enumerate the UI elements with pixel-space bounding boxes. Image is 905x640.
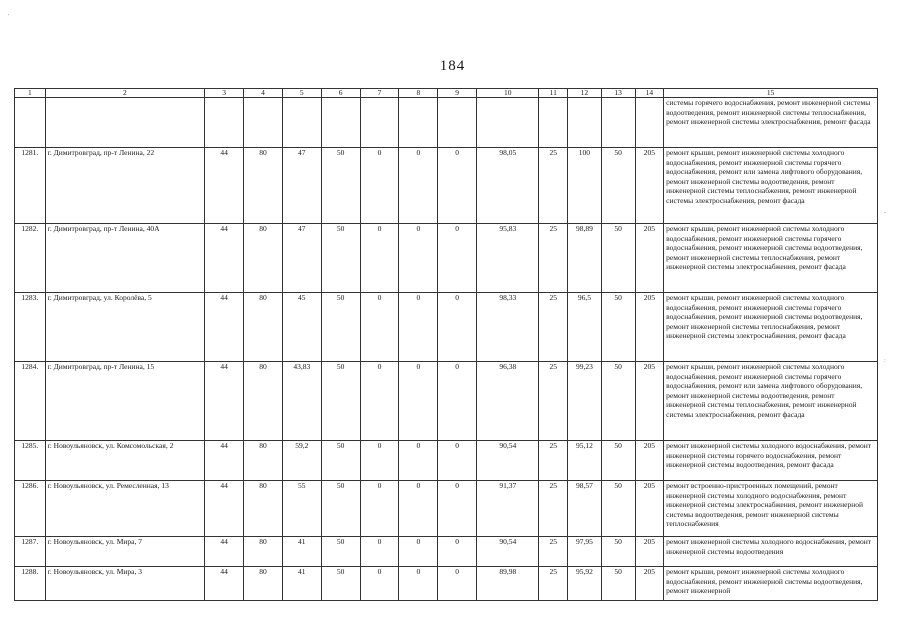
address: г. Димитровград, пр-т Ленина, 15 [45,362,205,441]
col-8: 0 [399,362,438,441]
col-10: 98,05 [477,148,539,224]
register-table [14,88,878,601]
col-12: 100 [568,148,602,224]
col-9: 0 [438,224,477,293]
column-header: 9 [438,89,477,98]
col-4: 80 [244,362,283,441]
table-row [15,362,878,441]
col-9: 0 [438,567,477,601]
column-header: 15 [664,89,878,98]
col-6: 50 [321,362,360,441]
column-number-row [15,89,878,98]
row-number: 1287. [15,537,46,567]
col-5: 45 [282,293,321,362]
col-11: 25 [539,224,568,293]
row-number: 1283. [15,293,46,362]
table-row [15,293,878,362]
col-7: 0 [360,537,399,567]
col-8: 0 [399,567,438,601]
col-6: 50 [321,441,360,481]
table-row-continuation [15,98,878,148]
col-7: 0 [360,567,399,601]
col-7: 0 [360,441,399,481]
address: г. Димитровград, пр-т Ленина, 40А [45,224,205,293]
work-list: ремонт крыши, ремонт инженерной системы холодного водоснабжения, ремонт инженерной системы горячего водоснабжения, ремонт или замена лифтового оборудования, ремонт инженерной системы водоотведения, ремонт инженерной системы теплоснабжения, ремонт инженерной системы электроснабжения, ремонт фасада [664,362,878,441]
col-4: 80 [244,148,283,224]
col-8: 0 [399,441,438,481]
col-10: 96,38 [477,362,539,441]
col-12: 95,12 [568,441,602,481]
col-14: 205 [635,481,664,537]
column-header: 4 [244,89,283,98]
col-3: 44 [205,293,244,362]
column-header: 1 [15,89,46,98]
table-row [15,148,878,224]
col-8: 0 [399,148,438,224]
work-list: ремонт инженерной системы холодного водоснабжения, ремонт инженерной системы горячего водоснабжения, ремонт инженерной системы водоотведения, ремонт фасада [664,441,878,481]
col-10: 91,37 [477,481,539,537]
col-11: 25 [539,441,568,481]
col-14: 205 [635,224,664,293]
work-list: ремонт крыши, ремонт инженерной системы холодного водоснабжения, ремонт инженерной системы горячего водоснабжения, ремонт инженерной системы водоотведения, ремонт инженерной системы теплоснабжения, ремонт инженерной системы электроснабжения, ремонт фасада [664,224,878,293]
col-4: 80 [244,293,283,362]
row-number: 1282. [15,224,46,293]
address: г. Новоульяновск, ул. Мира, 7 [45,537,205,567]
col-13: 50 [601,293,635,362]
col-14: 205 [635,148,664,224]
col-7: 0 [360,362,399,441]
column-header: 6 [321,89,360,98]
column-header: 11 [539,89,568,98]
col-5: 55 [282,481,321,537]
col-12: 99,23 [568,362,602,441]
col-11: 25 [539,148,568,224]
address: г. Димитровград, пр-т Ленина, 22 [45,148,205,224]
work-list: ремонт крыши, ремонт инженерной системы холодного водоснабжения, ремонт инженерной системы водоотведения, ремонт инженерной [664,567,878,601]
col-8: 0 [399,481,438,537]
table-body [15,98,878,601]
col-5: 43,83 [282,362,321,441]
col-3: 44 [205,224,244,293]
row-number: 1284. [15,362,46,441]
col-5: 59,2 [282,441,321,481]
col-4: 80 [244,481,283,537]
work-list: системы горячего водоснабжения, ремонт инженерной системы водоотведения, ремонт инженерной системы теплоснабжения, ремонт инженерной системы электроснабжения, ремонт фасада [664,98,878,148]
col-5: 47 [282,148,321,224]
col-10: 90,54 [477,537,539,567]
scan-mark: - [884,210,886,216]
column-header: 5 [282,89,321,98]
col-14: 205 [635,362,664,441]
col-3: 44 [205,481,244,537]
column-header: 3 [205,89,244,98]
col-10: 90,54 [477,441,539,481]
col-6: 50 [321,148,360,224]
col-6: 50 [321,537,360,567]
col-12: 98,89 [568,224,602,293]
table-row [15,441,878,481]
work-list: ремонт встроенно-пристроенных помещений, ремонт инженерной системы холодного водоснабжения, ремонт инженерной системы электроснабжения, ремонт инженерной системы водоотведения, ремонт инженерной системы теплоснабжения [664,481,878,537]
col-11: 25 [539,537,568,567]
column-header: 12 [568,89,602,98]
column-header: 14 [635,89,664,98]
col-12: 98,57 [568,481,602,537]
column-header: 8 [399,89,438,98]
row-number: 1285. [15,441,46,481]
col-8: 0 [399,537,438,567]
table-row [15,537,878,567]
col-10: 89,98 [477,567,539,601]
col-9: 0 [438,148,477,224]
col-11: 25 [539,567,568,601]
col-13: 50 [601,567,635,601]
col-13: 50 [601,441,635,481]
address: г. Новоульяновск, ул. Комсомольская, 2 [45,441,205,481]
address: г. Новоульяновск, ул. Мира, 3 [45,567,205,601]
col-4: 80 [244,567,283,601]
table-row [15,224,878,293]
col-13: 50 [601,481,635,537]
col-9: 0 [438,441,477,481]
col-5: 47 [282,224,321,293]
column-header: 2 [45,89,205,98]
col-3: 44 [205,537,244,567]
col-14: 205 [635,293,664,362]
col-6: 50 [321,224,360,293]
row-number: 1281. [15,148,46,224]
col-12: 97,95 [568,537,602,567]
col-14: 205 [635,441,664,481]
col-5: 41 [282,567,321,601]
col-13: 50 [601,148,635,224]
scan-mark: ' [8,14,10,20]
table-row [15,567,878,601]
col-13: 50 [601,362,635,441]
scan-mark: : [884,358,886,364]
col-12: 95,92 [568,567,602,601]
work-list: ремонт крыши, ремонт инженерной системы холодного водоснабжения, ремонт инженерной системы горячего водоснабжения, ремонт или замена лифтового оборудования, ремонт инженерной системы водоотведения, ремонт инженерной системы теплоснабжения, ремонт инженерной системы электроснабжения, ремонт фасада [664,148,878,224]
col-7: 0 [360,148,399,224]
col-4: 80 [244,224,283,293]
col-9: 0 [438,293,477,362]
col-6: 50 [321,567,360,601]
column-header: 7 [360,89,399,98]
col-3: 44 [205,362,244,441]
col-14: 205 [635,537,664,567]
col-13: 50 [601,224,635,293]
col-10: 98,33 [477,293,539,362]
row-number: 1286. [15,481,46,537]
col-14: 205 [635,567,664,601]
col-12: 96,5 [568,293,602,362]
col-3: 44 [205,148,244,224]
col-8: 0 [399,293,438,362]
col-6: 50 [321,481,360,537]
address: г. Димитровград, ул. Королёва, 5 [45,293,205,362]
col-4: 80 [244,537,283,567]
col-10: 95,83 [477,224,539,293]
work-list: ремонт инженерной системы холодного водоснабжения, ремонт инженерной системы водоотведения [664,537,878,567]
page-number: 184 [439,58,466,74]
col-9: 0 [438,481,477,537]
col-4: 80 [244,441,283,481]
col-11: 25 [539,481,568,537]
col-9: 0 [438,537,477,567]
col-11: 25 [539,293,568,362]
table-row [15,481,878,537]
col-7: 0 [360,224,399,293]
col-3: 44 [205,567,244,601]
col-9: 0 [438,362,477,441]
col-8: 0 [399,224,438,293]
col-11: 25 [539,362,568,441]
address: г. Новоульяновск, ул. Ремесленная, 13 [45,481,205,537]
col-7: 0 [360,293,399,362]
col-13: 50 [601,537,635,567]
row-number: 1288. [15,567,46,601]
col-6: 50 [321,293,360,362]
col-7: 0 [360,481,399,537]
column-header: 10 [477,89,539,98]
work-list: ремонт крыши, ремонт инженерной системы холодного водоснабжения, ремонт инженерной системы горячего водоснабжения, ремонт инженерной системы водоотведения, ремонт инженерной системы теплоснабжения, ремонт инженерной системы электроснабжения, ремонт фасада [664,293,878,362]
col-3: 44 [205,441,244,481]
col-5: 41 [282,537,321,567]
column-header: 13 [601,89,635,98]
